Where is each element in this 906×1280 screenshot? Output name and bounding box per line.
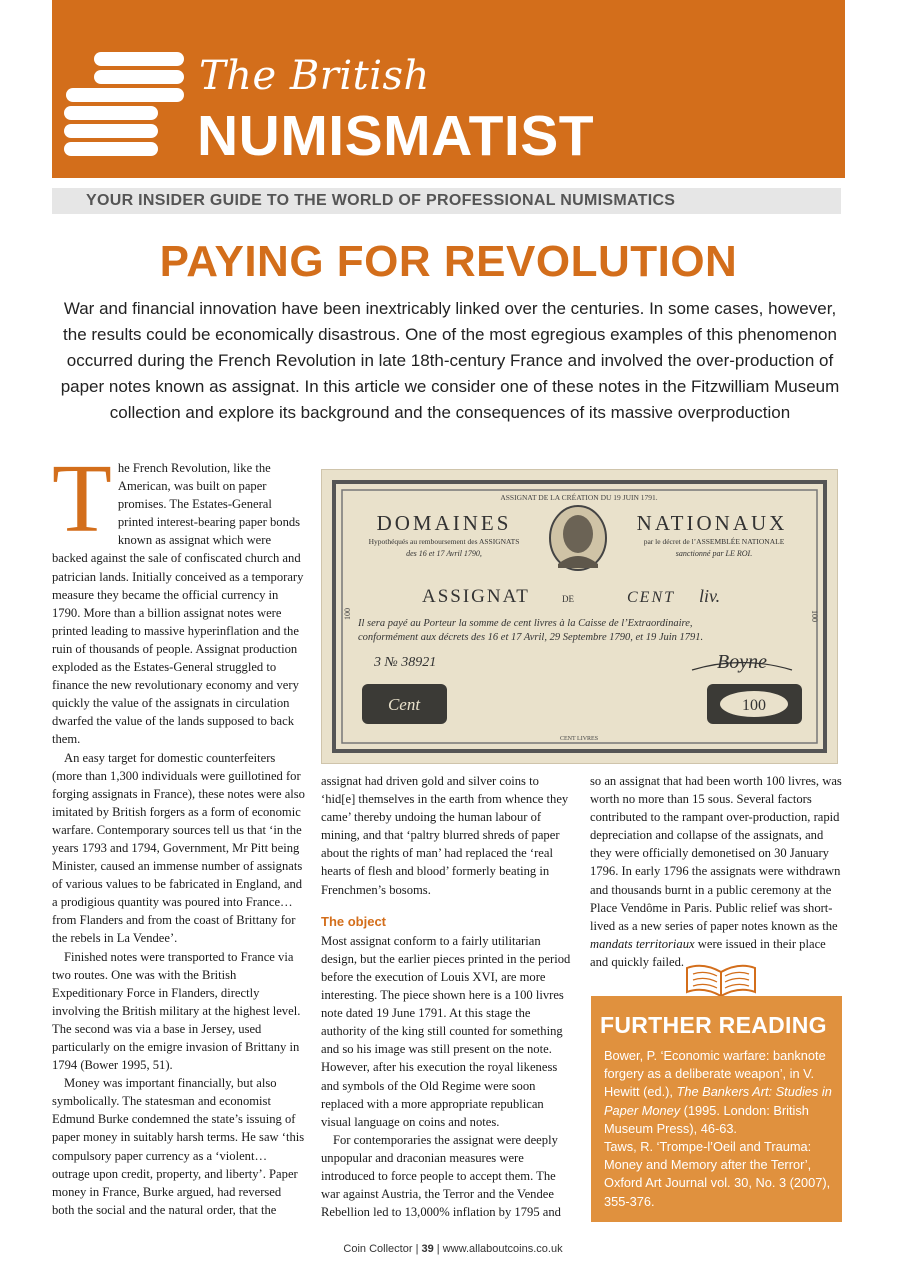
banknote-signature: Boyne [717,651,767,673]
banknote-left-cartouche: Cent [387,695,421,714]
article-column-2 [321,772,573,1221]
banknote-right-title: NATIONAUX [636,511,788,535]
reference-item: Bower, P. ‘Economic warfare: banknote forgery as a deliberate weapon’, in V. Hewitt (ed.), The Bankers Art: Studies in Paper Money (1995. London: British Museum Press), 46-63. [604,1048,832,1136]
article-column-3 [590,772,842,971]
article-paragraph: Most assignat conform to a fairly utilitarian design, but the earlier pieces printed in the period before the execution of Louis XVI, are more interesting. The piece shown here is a 100 livres note dated 19 June 1791. At this stage the authority of the king still counted for something and so his image was still present on the note. However, after his execution the royal likeness and symbols of the Old Regime were soon replaced with a more appropriate republican visual language on coins and notes. [321,933,571,1129]
banknote-serial: 3 № 38921 [374,655,437,670]
masthead-script-title: The British [199,53,430,99]
article-paragraph: For contemporaries the assignat were deeply unpopular and draconian measures were introduced to force people to accept them. The war against Austria, the Terror and the Vendee Rebellion led to 13,000% inflation by 1795 and [321,1132,561,1220]
tagline: YOUR INSIDER GUIDE TO THE WORLD OF PROFESSIONAL NUMISMATICS [86,192,676,209]
banknote-cent-word: CENT [627,589,676,606]
banknote-de-word: DE [562,594,574,604]
article-paragraph: Finished notes were transported to France via two routes. One was with the British Expeditionary Force in Flanders, directly involving the British military at the highest level. The second was via a base in Jersey, used particularly on the emigre invasion of Brittany in 1794 (Bower 1995, 51). [52,949,301,1073]
banknote-bottom-band: CENT LIVRES [559,736,599,742]
assignat-banknote-image [322,470,837,763]
footer-magazine: Coin Collector [343,1243,413,1255]
article-paragraph: An easy target for domestic counterfeiters (more than 1,300 individuals were guillotined for forging assignats in France), these notes were also imitated by British forgers as a form of economic warfare. Contemporary sources tell us that ‘in the years 1793 and 1794, Government, Mr Pitt being Minister, caused an immense number of assignats of various values to be fabricated in England, and a prodigious quantity was poured into France… from Flanders and from the coast of Brittany for the rebels in La Vendee’. [52,750,305,946]
article-paragraph: Money was important financially, but also symbolically. The statesman and economist Edmund Burke condemned the state’s issuing of paper money in suitably harsh terms. He saw ‘this compulsory paper currency as a ‘violent… outrage upon credit, property, and liberty’. Paper money in France, Burke argued, had reversed both the social and the natural order, that the [52,1076,305,1217]
coin-stack-icon [62,52,190,158]
section-subhead: The object [321,913,387,929]
open-book-icon [685,962,757,998]
banknote-side-number-right: 100 [810,610,819,622]
article-standfirst: War and financial innovation have been inextricably linked over the centuries. In some cases, however, the results could be economically disastrous. One of the most egregious examples of this phenomenon occurred during the French Revolution in late 18th-century France and involved the over-production of paper notes known as assignat. In this article we consider one of these notes in the Fitzwilliam Museum collection and explore its background and the consequences of its massive overproduction [60,299,840,422]
article-headline: PAYING FOR REVOLUTION [159,237,738,286]
footer-page-number: 39 [421,1243,434,1255]
further-reading-title: FURTHER READING [600,1012,827,1038]
footer-website[interactable]: www.allaboutcoins.co.uk [442,1243,563,1255]
article-column-1 [52,445,306,1219]
banknote-left-sub1: Hypothéqués au remboursement des ASSIGNATS [368,537,520,546]
banknote-left-sub2: des 16 et 17 Avril 1790, [406,549,482,558]
page-footer: Coin Collector | 39 | www.allaboutcoins.co.uk [343,1243,563,1255]
banknote-body-line1: Il sera payé au Porteur la somme de cent livres à la Caisse de l’Extraordinaire, [358,618,693,629]
article-paragraph: so an assignat that had been worth 100 livres, was worth no more than 15 sous. Several factors contributed to the rampant over-production, rapid depreciation and collapse of the assignats, and they were officially demonetised on 30 January 1796. In early 1796 the assignats were withdrawn and thousands burnt in a public ceremony at the Place Vendôme in Paris. Public relief was short-lived as a new series of paper notes known as the mandats territoriaux were issued in their place and quickly failed. [590,774,842,969]
banknote-side-number-left: 100 [343,608,352,620]
drop-cap: T [52,445,112,553]
reference-item: Taws, R. ‘Trompe-l’Oeil and Trauma: Money and Memory after the Terror’, Oxford Art Journal vol. 30, No. 3 (2007), 355-376. [604,1139,831,1209]
banknote-right-sub2: sanctionné par LE ROI. [675,549,753,558]
masthead-main-title: NUMISMATIST [197,104,595,168]
banknote-right-sub1: par le décret de l’ASSEMBLÉE NATIONALE [643,537,785,546]
further-reading-list [604,1047,836,1211]
banknote-body-line2: conformément aux décrets des 16 et 17 Avril, 29 Septembre 1790, et 19 Juin 1791. [358,632,704,643]
banknote-left-title: DOMAINES [376,511,512,535]
banknote-right-cartouche: 100 [742,697,766,714]
article-paragraph: The French Revolution, like the American, was built on paper promises. The Estates-General printed interest-bearing paper bonds known as assignat which were backed against the sale of confiscated church and patrician lands. Initially conceived as a temporary measure they became the official currency in 1790. More than a billion assignat notes were printed leading to massive hyperinflation and the ruin of thousands of people. Assignat production exploded as the Estates-General struggled to finance the new revolutionary economy and very quickly the value of the assignats in circulation dwarfed the value of the lands supposed to back them. [52,445,304,747]
banknote-top-band: ASSIGNAT DE LA CRÉATION DU 19 JUIN 1791. [500,493,658,502]
banknote-assignat-word: ASSIGNAT [422,586,530,607]
article-paragraph: assignat had driven gold and silver coins to ‘hid[e] themselves in the earth from whence they came’ thereby undoing the human labour of mining, and that ‘paltry blurred shreds of paper about the rights of man’ had replaced the ‘real hearts of flesh and blood’ formerly beating in Frenchmen’s bosoms. [321,774,569,897]
banknote-liv-word: liv. [699,586,721,606]
king-portrait-icon [550,506,606,570]
